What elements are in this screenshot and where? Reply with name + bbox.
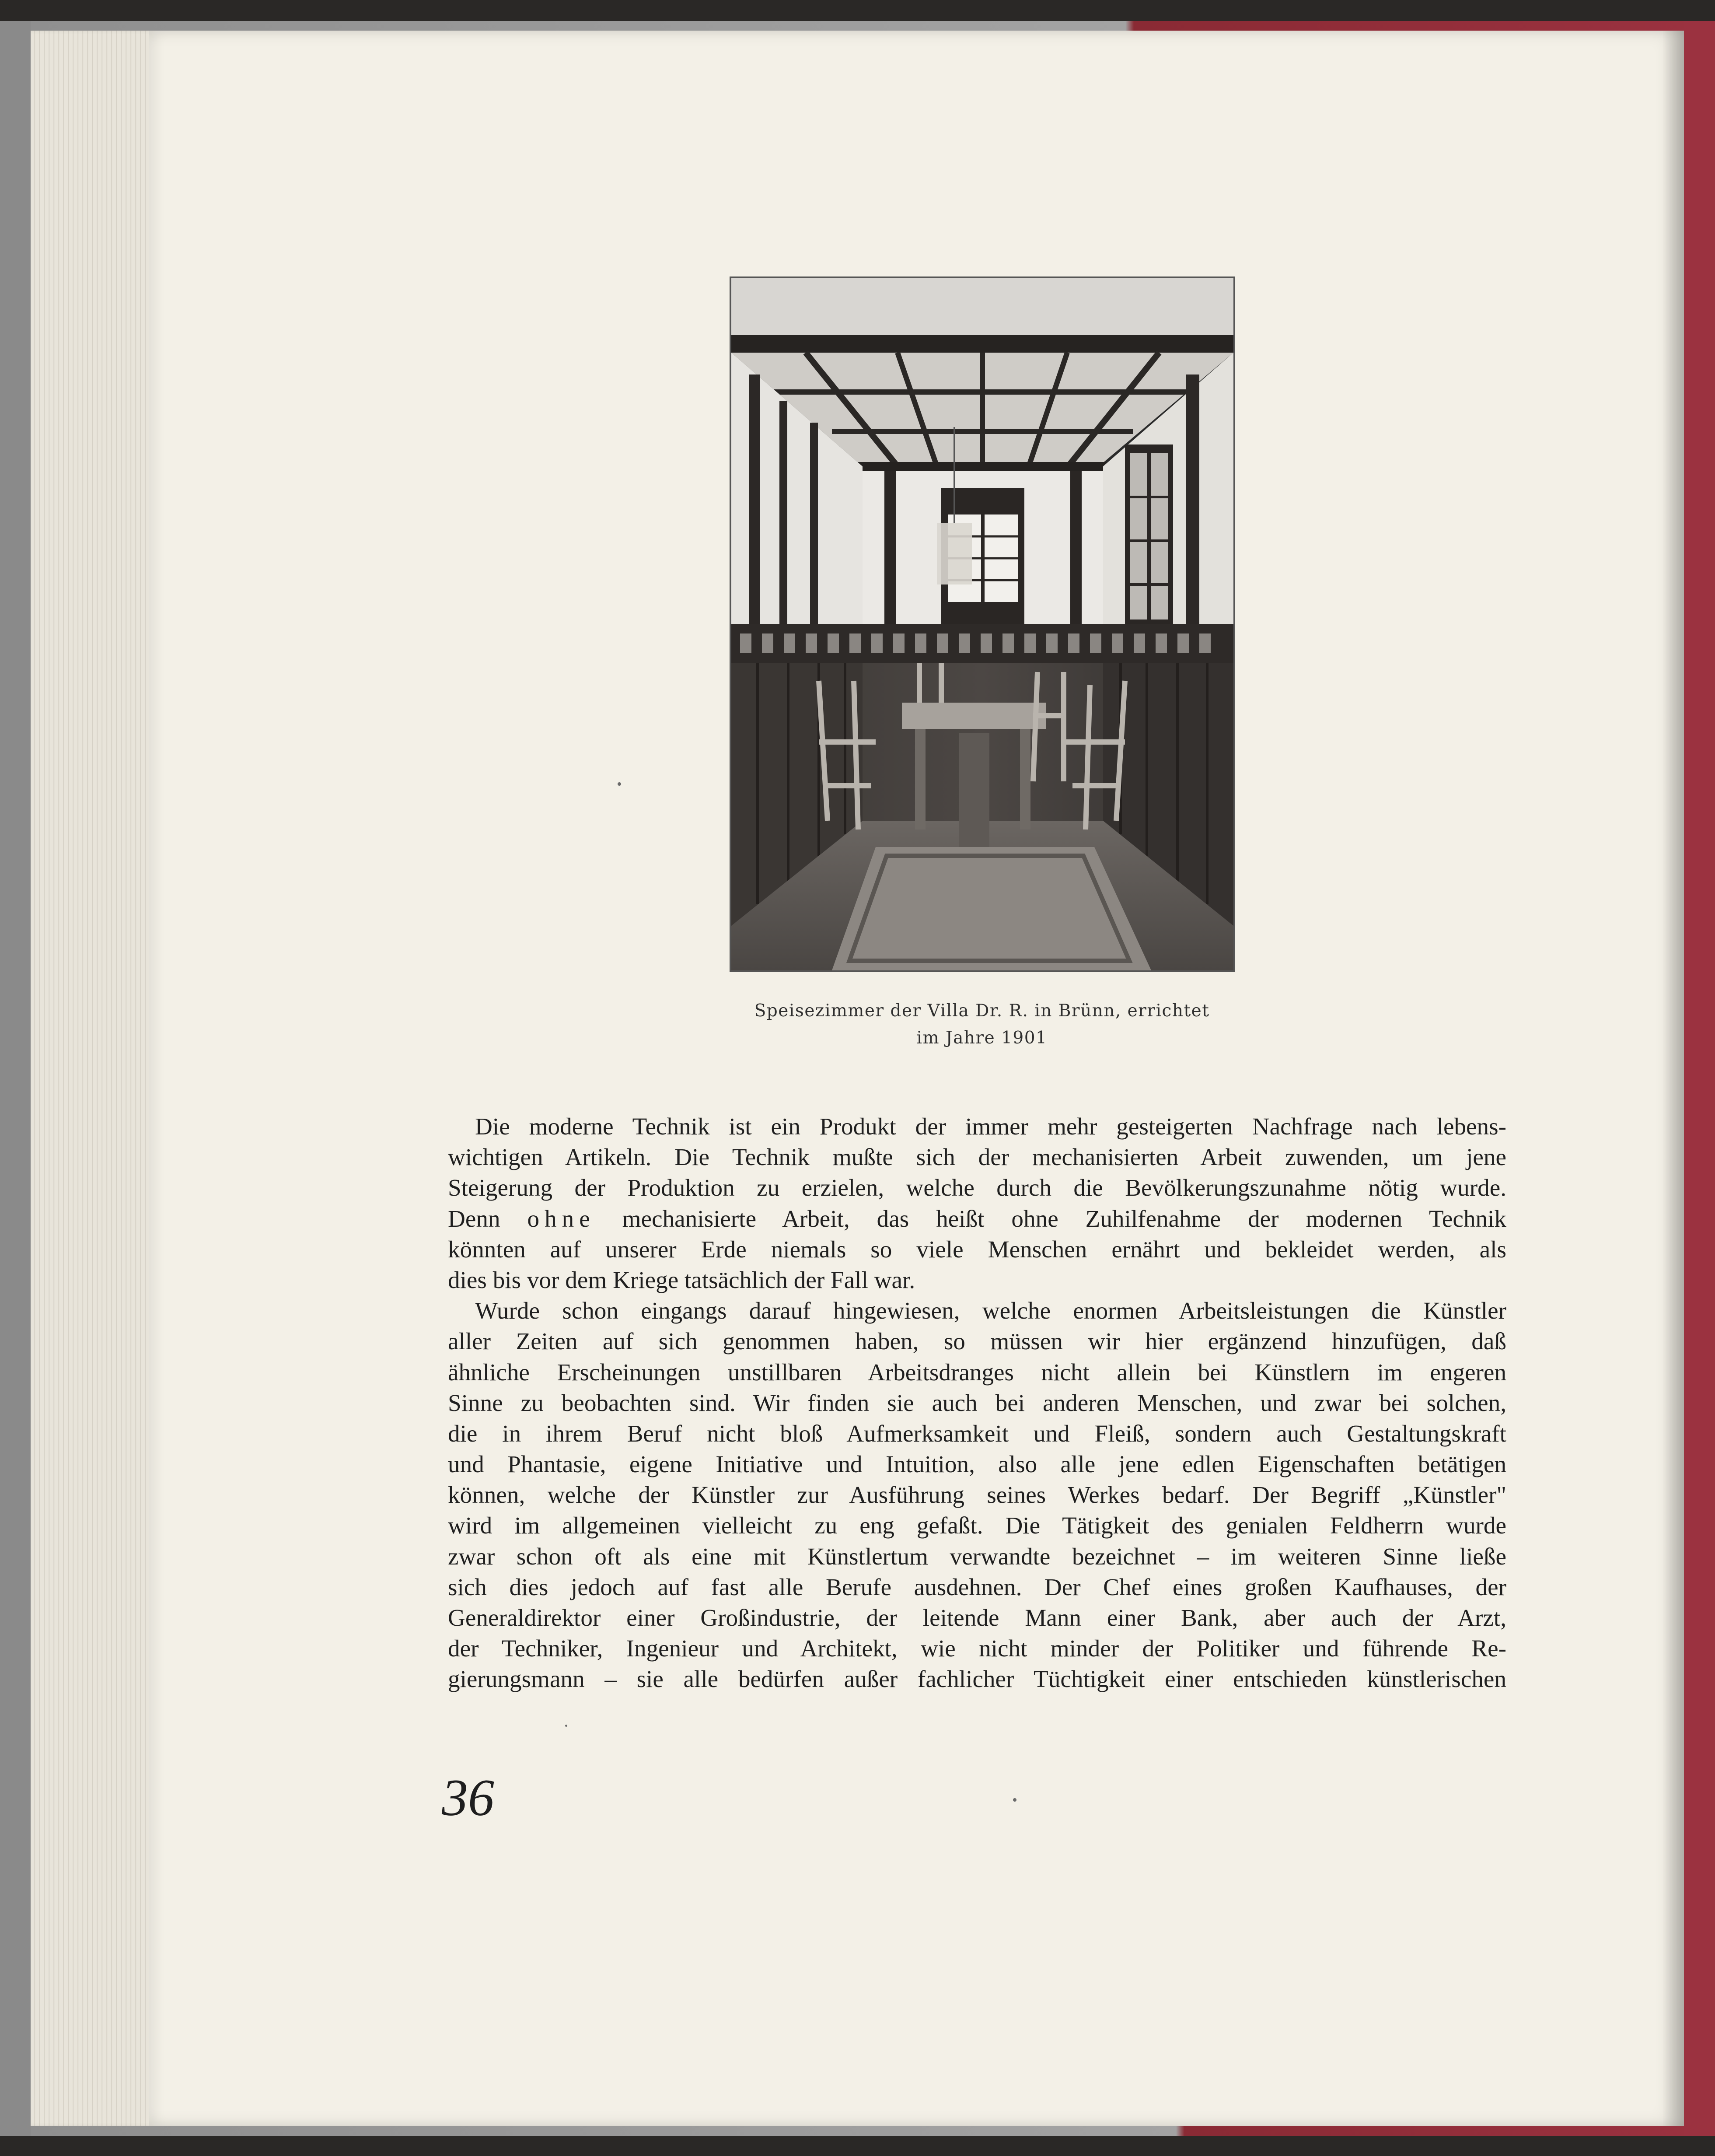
line-prefix: Denn <box>448 1205 527 1232</box>
paragraph-line: und Phantasie, eigene Initiative und Intuition, also alle jene edlen Eigenschaften betätigen <box>448 1451 1506 1478</box>
book-cover-left-edge <box>0 21 31 2136</box>
caption-line: Speisezimmer der Villa Dr. R. in Brünn, errichtet <box>754 1001 1210 1021</box>
word-gap <box>595 1205 622 1232</box>
paragraph-line: könnten auf unserer Erde niemals so viele Menschen ernährt und bekleidet werden, als <box>448 1236 1506 1263</box>
paragraph-line: der Techniker, Ingenieur und Architekt, wie nicht minder der Politiker und führende Re- <box>448 1635 1506 1662</box>
paragraph-line: können, welche der Künstler zur Ausführung seines Werkes bedarf. Der Begriff „Künstler" <box>448 1481 1506 1508</box>
paragraph-line: aller Zeiten auf sich genommen haben, so müssen wir hier ergänzend hinzufügen, daß <box>448 1328 1506 1355</box>
line-rest: mechanisierte Arbeit, das heißt ohne Zuhilfenahme der modernen Technik <box>622 1205 1506 1232</box>
paper-speck <box>1013 1798 1016 1802</box>
paragraph-line: die in ihrem Beruf nicht bloß Aufmerksamkeit und Fleiß, sondern auch Gestaltungskraft <box>448 1420 1506 1447</box>
paragraph-line: zwar schon oft als eine mit Künstlertum verwandte bezeichnet – im weiteren Sinne ließe <box>448 1543 1506 1570</box>
dining-room-photograph <box>730 276 1235 972</box>
paragraph-line: wichtigen Artikeln. Die Technik mußte sich der mechanisierten Arbeit zuwenden, um jene <box>448 1144 1506 1171</box>
paragraph-line: Steigerung der Produktion zu erzielen, welche durch die Bevölkerungszunahme nötig wurde. <box>448 1174 1506 1201</box>
caption-line: im Jahre 1901 <box>916 1028 1048 1048</box>
paragraph-line: gierungsmann – sie alle bedürfen außer fachlicher Tüchtigkeit einer entschieden künstlerischen <box>448 1666 1506 1693</box>
photo-caption <box>713 998 1251 1052</box>
paragraph-line <box>448 1204 1506 1234</box>
paragraph-line: Sinne zu beobachten sind. Wir finden sie auch bei anderen Menschen, und zwar bei solchen, <box>448 1389 1506 1416</box>
paragraph-line: ähnliche Erscheinungen unstillbaren Arbeitsdranges nicht allein bei Künstlern im engeren <box>448 1358 1506 1386</box>
paper-speck <box>565 1725 567 1727</box>
paragraph-line: dies bis vor dem Kriege tatsächlich der Fall war. <box>448 1266 915 1293</box>
paragraph-line: Generaldirektor einer Großindustrie, der leitende Mann einer Bank, aber auch der Arzt, <box>448 1604 1506 1631</box>
paragraph-line: Die moderne Technik ist ein Produkt der immer mehr gesteigerten Nachfrage nach lebens- <box>475 1113 1506 1140</box>
paragraph-line: wird im allgemeinen vielleicht zu eng gefaßt. Die Tätigkeit des genialen Feldherrn wurde <box>448 1512 1506 1539</box>
emphasized-word: ohne <box>527 1205 595 1232</box>
paragraph-line: Wurde schon eingangs darauf hingewiesen, welche enormen Arbeitsleistungen die Künstler <box>475 1297 1506 1324</box>
page-stack-edges <box>31 31 157 2126</box>
paper-speck <box>618 782 621 786</box>
paragraph-line: sich dies jedoch auf fast alle Berufe ausdehnen. Der Chef eines großen Kaufhauses, der <box>448 1573 1506 1600</box>
book-cover-right-edge <box>1684 21 1715 2136</box>
page-number: 36 <box>442 1768 494 1827</box>
body-text <box>448 1111 1506 1695</box>
dining-room-photo-drawing <box>731 278 1233 970</box>
page-gutter-shadow <box>1662 31 1684 2126</box>
